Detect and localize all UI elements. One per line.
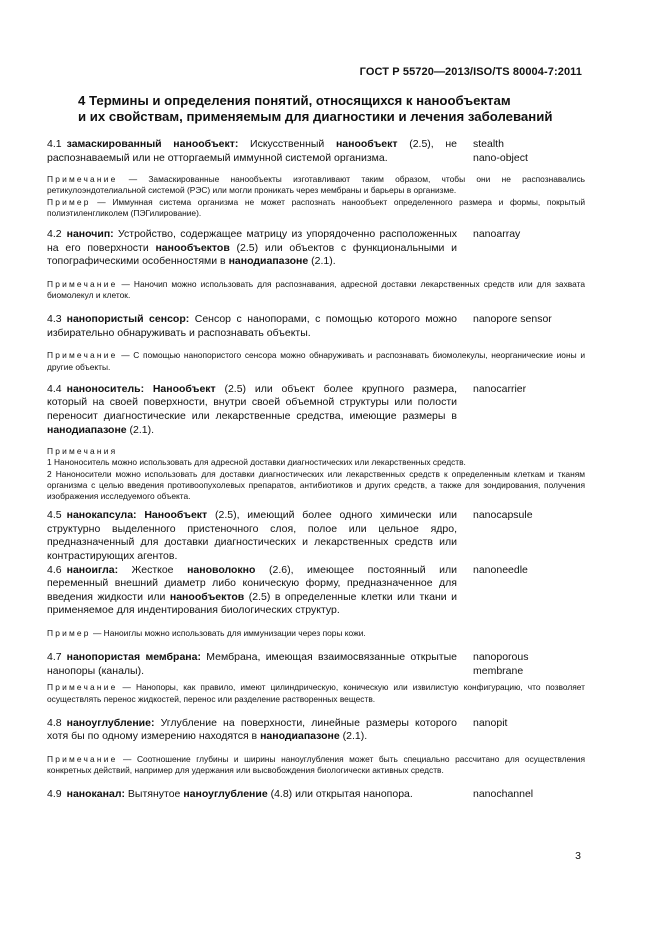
term-number: 4.4 bbox=[47, 382, 62, 395]
english-term: nanoarray bbox=[473, 228, 521, 240]
english-term: nanoneedle bbox=[473, 563, 528, 576]
document-header: ГОСТ Р 55720—2013/ISO/TS 80004-7:2011 bbox=[359, 66, 582, 78]
term-entry-4-6: 4.6 наноигла: Жесткое нановолокно (2.6), имеющее постоянный или переменный внешний диаметр либо коническую форму, предназначенное для введения жидкости или нанообъектов (2.5) в определенные клетки или ткани и применяемое для индентирования биологических структур. nanoneedle bbox=[47, 564, 585, 618]
section-title-line-1: 4 Термины и определения понятий, относящихся к нанообъектам bbox=[78, 93, 511, 108]
term-name: наночип: bbox=[66, 228, 114, 240]
term-number: 4.6 bbox=[47, 563, 62, 576]
example: Пример — Наноиглы можно использовать для иммунизации через поры кожи. bbox=[47, 627, 366, 638]
note: Примечание — Замаскированные нанообъекты изготавливают таким образом, чтобы они не распознавались ретикулоэндотелиальной системой (РЭС) или могли проникать через мембраны и барьеры в организме. bbox=[47, 174, 585, 196]
term-entry-4-5: 4.5 нанокапсула: Нанообъект (2.5), имеющий более одного химически или структурно выделенного пристеночного слоя, полое или цельное ядро, предназначенный для доставки диагностических и лекарственных средств или контрастирующих агентов. nanocapsule bbox=[47, 509, 585, 563]
note-1: 1 Наноноситель можно использовать для адресной доставки диагностических или лекарственных средств. bbox=[47, 457, 466, 468]
term-entry-4-2: 4.2 наночип: Устройство, содержащее матрицу из упорядоченно расположенных на его поверхности нанообъектов (2.5) или объектов с функциональными и топографическими особенностями в нанодиапазоне (2.1). nanoarray bbox=[47, 228, 585, 269]
note-2: 2 Наноносители можно использовать для доставки диагностических или лекарственных средств к определенным клеткам и тканям организма с целью введения противоопухолевых препаратов, антибиотиков и других средств, а также для зондирования, получения изображения исследуемого объекта. bbox=[47, 468, 585, 501]
term-entry-4-7: 4.7 нанопористая мембрана: Мембрана, имеющая взаимосвязанные открытые нанопоры (каналы). nanoporous membrane bbox=[47, 651, 585, 678]
english-term: nanoporous membrane bbox=[473, 651, 529, 677]
note: Примечание — Соотношение глубины и ширины наноуглубления может быть специально рассчитано для осуществления конкретных действий, например для удержания или высвобождения биологически активных средств. bbox=[47, 753, 585, 776]
term-number: 4.5 bbox=[47, 509, 62, 522]
note: Примечание — С помощью нанопористого сенсора можно обнаруживать и распознавать биомолекулы, неорганические ионы и другие объекты. bbox=[47, 350, 585, 372]
english-term: nanochannel bbox=[473, 788, 534, 801]
term-name: наноканал: bbox=[66, 788, 125, 801]
term-name: нанопористая мембрана: bbox=[66, 651, 201, 664]
term-entry-4-9: 4.9 наноканал: Вытянутое наноуглубление (4.8) или открытая нанопора. nanochannel bbox=[47, 788, 585, 802]
example: Пример — Иммунная система организма не может распознать нанообъект определенного размера и формы, покрытый полиэтиленгликолем (ПЭГилирование). bbox=[47, 196, 585, 218]
term-number: 4.7 bbox=[47, 651, 62, 664]
terms-list bbox=[47, 138, 585, 802]
notes: Примечания 1 Наноноситель можно использовать для адресной доставки диагностических или лекарственных средств. 2 Наноносители можно использовать для доставки диагностических или лекарственных средств к определенным клеткам и тканям организма с целью введения противоопухолевых препаратов, антибиотиков и других средств, а также для зондирования, получения изображения исследуемого объекта. bbox=[47, 446, 585, 501]
term-entry-4-3: 4.3 нанопористый сенсор: Сенсор с нанопорами, с помощью которого можно избирательно обнаруживать и распознавать объекты. nanopore sensor bbox=[47, 313, 585, 340]
section-title bbox=[78, 93, 598, 125]
term-entry-4-8: 4.8 наноуглубление: Углубление на поверхности, линейные размеры которого хотя бы по одному измерению находятся в нанодиапазоне (2.1). nanopit bbox=[47, 717, 585, 744]
term-name: наноигла: bbox=[66, 563, 119, 576]
term-number: 4.8 bbox=[47, 716, 62, 729]
note: Примечание — Нанопоры, как правило, имеют цилиндрическую, коническую или извилистую конфигурацию, что позволяет осуществлять перенос жидкостей, перенос или разделение растворенных веществ. bbox=[47, 682, 585, 704]
term-entry-4-4: 4.4 наноноситель: Нанообъект (2.5) или объект более крупного размера, который на своей поверхности, внутри своей объемной структуры или полости переносит диагностические или лекарственные средства, имеющие размеры в нанодиапазоне (2.1). nanocarrier bbox=[47, 383, 585, 437]
term-number: 4.1 bbox=[47, 138, 62, 150]
term-name: наноноситель: bbox=[66, 382, 145, 395]
term-entry-4-1: 4.1 замаскированный нанообъект: Искусственный нанообъект (2.5), не распознаваемый или не отторгаемый иммунной системой организма. stealth nano-object bbox=[47, 138, 585, 165]
english-term: nanopit bbox=[473, 716, 508, 729]
term-name: нанокапсула: bbox=[66, 509, 137, 522]
term-number: 4.9 bbox=[47, 788, 62, 801]
term-name: замаскированный нанообъект: bbox=[66, 138, 239, 150]
english-term: nanopore sensor bbox=[473, 313, 552, 326]
note: Примечание — Наночип можно использовать для распознавания, адресной доставки лекарственных средств или для захвата биомолекул и клеток. bbox=[47, 278, 585, 300]
term-number: 4.2 bbox=[47, 228, 62, 240]
term-name: нанопористый сенсор: bbox=[66, 313, 190, 326]
page-number: 3 bbox=[575, 850, 581, 862]
term-name: наноуглубление: bbox=[66, 716, 155, 729]
term-number: 4.3 bbox=[47, 313, 62, 326]
english-term: stealth nano-object bbox=[473, 138, 528, 164]
section-title-line-2: и их свойствам, применяемым для диагностики и лечения заболеваний bbox=[78, 109, 553, 124]
english-term: nanocapsule bbox=[473, 509, 533, 522]
english-term: nanocarrier bbox=[473, 382, 527, 395]
